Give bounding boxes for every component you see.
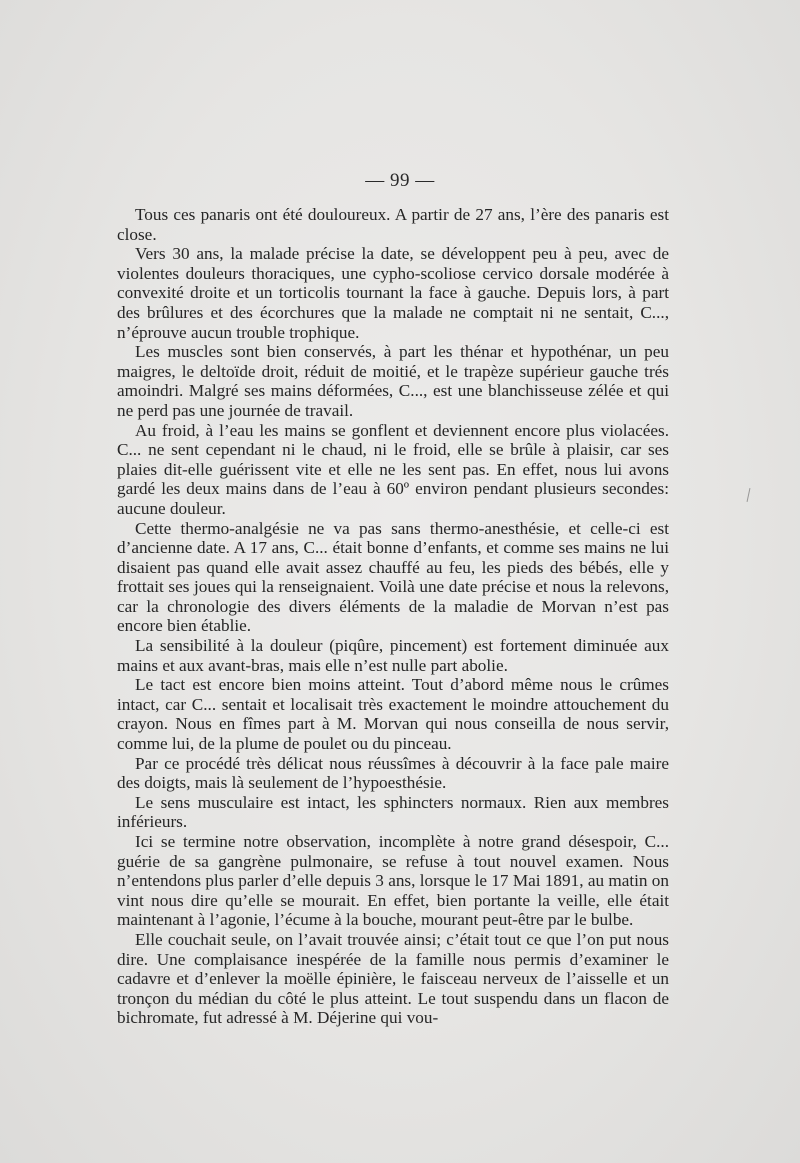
paragraph: Elle couchait seule, on l’avait trouvée ainsi; c’était tout ce que l’on put nous dire. Une complaisance inespérée de la famille nous permis d’examiner le cadavre et d’enlever la moëlle épinière, le faisceau nerveux de l’aisselle et un tronçon du médian du côté le plus atteint. Le tout suspendu dans un flacon de bichromate, fut adressé à M. Déjerine qui vou- — [117, 929, 669, 1028]
paragraph: Tous ces panaris ont été douloureux. A partir de 27 ans, l’ère des panaris est close. — [117, 205, 669, 244]
page-number: — 99 — — [365, 170, 435, 191]
paragraph: Les muscles sont bien conservés, à part les thénar et hypothénar, un peu maigres, le deltoïde droit, réduit de moitié, et le trapèze supérieur gauche trés amoindri. Malgré ses mains déformées, C..., est une blanchisseuse zélée et qui ne perd pas une journée de travail. — [117, 342, 669, 420]
paragraph: Ici se termine notre observation, incomplète à notre grand désespoir, C... guérie de sa gangrène pulmonaire, se refuse à tout nouvel examen. Nous n’entendons plus parler d’elle depuis 3 ans, lorsque le 17 Mai 1891, au matin on vint nous dire qu’elle se mourait. En effet, bien portante la veille, elle était maintenant à l’agonie, l’écume à la bouche, mourant peut-être par le bulbe. — [117, 832, 669, 930]
paragraph: Vers 30 ans, la malade précise la date, se développent peu à peu, avec de violentes douleurs thoraciques, une cypho-scoliose cervico dorsale modérée à convexité droite et un torticolis tournant la face à gauche. Depuis lors, à part des brûlures et des écorchures que la malade ne comptait ni ne sentait, C..., n’éprouve aucun trouble trophique. — [117, 244, 669, 342]
paragraph: La sensibilité à la douleur (piqûre, pincement) est fortement diminuée aux mains et aux avant-bras, mais elle n’est nulle part abolie. — [117, 636, 669, 675]
paragraph: Au froid, à l’eau les mains se gonflent et deviennent encore plus violacées. C... ne sent cependant ni le chaud, ni le froid, elle se brûle à plaisir, car ses plaies dit-elle guérissent vite et elle ne les sent pas. En effet, nous lui avons gardé les deux mains dans de l’eau à 60º environ pendant plusieurs secondes: aucune douleur. — [117, 420, 669, 518]
margin-mark — [747, 488, 751, 502]
paragraph: Cette thermo-analgésie ne va pas sans thermo-anesthésie, et celle-ci est d’ancienne date. A 17 ans, C... était bonne d’enfants, et comme ses mains ne lui disaient pas quand elle avait assez chauffé au feu, les pieds des bébés, elle y frottait ses joues qui la renseignaient. Voilà une date précise et nous la relevons, car la chronologie des divers éléments de la maladie de Morvan n’est pas encore bien établie. — [117, 518, 669, 636]
paragraph: Le sens musculaire est intact, les sphincters normaux. Rien aux membres inférieurs. — [117, 792, 669, 832]
paragraph: Par ce procédé très délicat nous réussîmes à découvrir à la face pale maire des doigts, mais là seulement de l’hypoesthésie. — [117, 753, 669, 793]
body-text — [117, 205, 669, 1028]
paragraph: Le tact est encore bien moins atteint. Tout d’abord même nous le crûmes intact, car C... sentait et localisait très exactement le moindre attouchement du crayon. Nous en fîmes part à M. Morvan qui nous conseilla de nous servir, comme lui, de la plume de poulet ou du pinceau. — [117, 675, 669, 754]
